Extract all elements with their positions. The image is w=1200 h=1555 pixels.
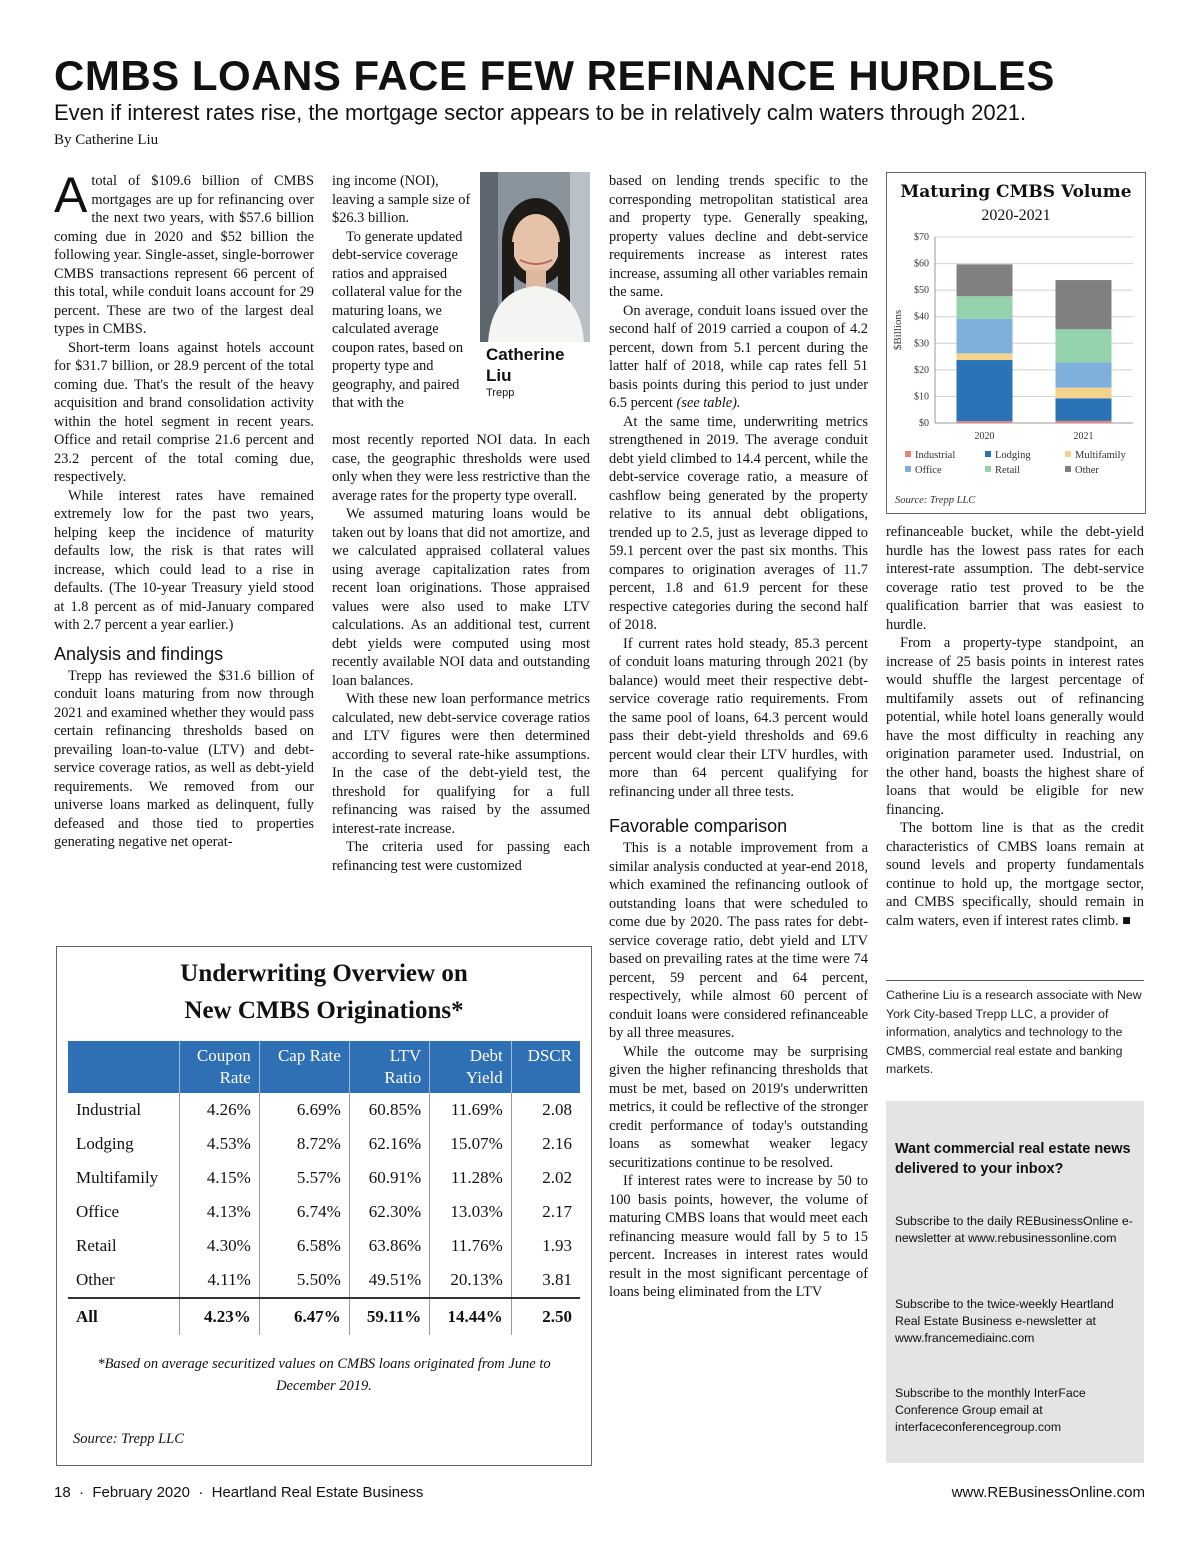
table-cell: 62.16% [349, 1127, 429, 1161]
column-header: LTV Ratio [349, 1041, 429, 1093]
paragraph: The bottom line is that as the credit characteristics of CMBS loans remain at sound levels and property fundamentals continue to hold up, the mortgage sector, and CMBS specifically, should remain in calm waters, even if interest rates climb. ■ [886, 820, 1144, 929]
photo-caption-name: Catherine Liu [486, 345, 565, 385]
table-reference: (see table). [676, 395, 741, 411]
paragraph: The criteria used for passing each refinancing test were customized [332, 839, 590, 874]
end-mark: ■ [1122, 912, 1131, 929]
y-tick-label: $50 [914, 285, 929, 297]
chart-subtitle: 2020-2021 [981, 207, 1051, 224]
table-cell: 6.58% [259, 1229, 349, 1263]
table-cell: 62.30% [349, 1195, 429, 1229]
table-header-row [68, 1041, 580, 1093]
table-cell: 4.11% [179, 1263, 259, 1298]
bar-segment-multifamily [957, 353, 1013, 360]
bar-segment-other [957, 264, 1013, 296]
table-cell: All [68, 1298, 179, 1335]
bar-segment-industrial [957, 421, 1013, 423]
legend-swatch [1065, 466, 1071, 472]
article-column-2-top [332, 172, 472, 413]
y-axis-label: $Billions [892, 309, 904, 351]
publication-name: Heartland Real Estate Business [211, 1484, 424, 1501]
table-cell: 11.69% [430, 1093, 512, 1127]
table-cell: 2.02 [511, 1161, 580, 1195]
table-cell: 8.72% [259, 1127, 349, 1161]
y-tick-label: $20 [914, 364, 929, 376]
article-column-3 [609, 172, 868, 1302]
table-cell: 3.81 [511, 1263, 580, 1298]
chart-panel [886, 172, 1146, 514]
y-tick-label: $60 [914, 258, 929, 270]
bar-segment-office [1056, 362, 1112, 387]
promo-item-twice-weekly[interactable]: Subscribe to the twice-weekly Heartland Real Estate Business e-newsletter at www.francemediainc.com [895, 1297, 1114, 1345]
table-row [68, 1263, 580, 1298]
table-row [68, 1093, 580, 1127]
table-cell: 20.13% [430, 1263, 512, 1298]
table-cell: Other [76, 1270, 115, 1289]
author-photo [480, 172, 590, 342]
table-cell: Industrial [76, 1100, 142, 1119]
y-tick-label: $30 [914, 338, 929, 350]
table-row [68, 1229, 580, 1263]
table-cell: 15.07% [430, 1127, 512, 1161]
paragraph: With these new loan performance metrics calculated, new debt-service coverage ratios and LTV figures were then determined according to several rate-hike assumptions. In the case of the debt-yield test, the threshold for qualifying for a full refinancing was raised by the assumed interest-rate increase. [332, 691, 590, 837]
bar-segment-other [1056, 280, 1112, 329]
photo-caption-org: Trepp [486, 387, 515, 399]
column-header: DSCR [511, 1041, 580, 1093]
section-heading: Analysis and findings [54, 643, 224, 664]
promo-item-daily[interactable]: Subscribe to the daily REBusinessOnline e-newsletter at www.rebusinessonline.com [895, 1214, 1133, 1245]
table-cell: Multifamily [76, 1168, 159, 1187]
footer-url[interactable]: www.REBusinessOnline.com [951, 1484, 1145, 1501]
table-cell: 4.26% [179, 1093, 259, 1127]
legend-label: Industrial [915, 450, 956, 461]
table-title: Underwriting Overview on New CMBS Originations* [180, 960, 468, 1024]
paragraph: total of $109.6 billion of CMBS mortgages are up for refinancing over the next two years, with $57.6 billion coming due in 2020 and $52 billion the following year. Single-asset, single-borrower CMBS transactions represent 66 percent of this total, while conduit loans account for 29 percent. These are two of the largest deal types in CMBS. [54, 173, 314, 337]
table-cell: 5.57% [259, 1161, 349, 1195]
article-column-2 [332, 431, 590, 875]
promo-heading: Want commercial real estate news delivered to your inbox? [895, 1141, 1131, 1177]
footer-left: 18 · February 2020 · Heartland Real Estate Business [54, 1484, 424, 1501]
paragraph: This is a notable improvement from a similar analysis conducted at year-end 2018, which examined the refinancing outlook of outstanding loans that were scheduled to come due by 2020. The pass rates for debt-service coverage ratio, debt yield and LTV based on prevailing rates at the time were 74 percent, 59 percent and 64 percent, respectively, while almost 60 percent of conduit loans were considered refinanceable by all three measures. [609, 840, 868, 1041]
paragraph: From a property-type standpoint, an increase of 25 basis points in interest rates would shuffle the largest percentage of multifamily assets out of refinancing potential, while hotel loans generally would have the most difficulty in reaching any origination parameter used. Industrial, on the other hand, boasts the highest share of loans that would be eligible for new financing. [886, 635, 1144, 818]
y-tick-label: $0 [919, 418, 929, 429]
table-cell: 6.74% [259, 1195, 349, 1229]
y-tick-label: $40 [914, 311, 929, 323]
legend-swatch [905, 451, 911, 457]
author-portrait-image [480, 172, 590, 342]
paragraph: We assumed maturing loans would be taken out by loans that did not amortize, and we calculated appraised collateral values using average capitalization rates from recent loan originations. Those appraised values were also used to make LTV calculations. As an additional test, current debt yields were computed using most recently available NOI data and outstanding loan balances. [332, 506, 590, 689]
promo-item-monthly[interactable]: Subscribe to the monthly InterFace Conference Group email at interfaceconferencegroup.com [895, 1386, 1086, 1434]
legend-label: Office [915, 465, 942, 476]
x-tick-label: 2020 [974, 431, 995, 442]
table-cell: 4.23% [179, 1298, 259, 1335]
headline: CMBS LOANS FACE FEW REFINANCE HURDLES [54, 52, 1055, 99]
paragraph: ing income (NOI), leaving a sample size of $26.3 billion. [332, 173, 471, 226]
paragraph: based on lending trends specific to the corresponding metropolitan statistical area and property type. Generally speaking, property values decline and debt-service requirements increase as interest rates increase, assuming all other variables remain the same. [609, 173, 868, 300]
bar-segment-lodging [957, 360, 1013, 421]
table-footnote: *Based on average securitized values on CMBS loans originated from June to December 2019. [97, 1356, 551, 1394]
table-cell: 63.86% [349, 1229, 429, 1263]
table-cell: Office [76, 1202, 120, 1221]
photo-caption [486, 344, 581, 400]
bar-segment-retail [957, 296, 1013, 319]
table-cell: 6.47% [259, 1298, 349, 1335]
table-row [68, 1195, 580, 1229]
bar-segment-retail [1056, 329, 1112, 362]
legend-swatch [985, 451, 991, 457]
table-cell: 2.08 [511, 1093, 580, 1127]
table-cell: 2.17 [511, 1195, 580, 1229]
issue-date: February 2020 [92, 1484, 190, 1501]
bar-segment-office [957, 319, 1013, 354]
section-heading: Favorable comparison [609, 816, 788, 836]
legend-swatch [985, 466, 991, 472]
table-cell: 2.50 [511, 1298, 580, 1335]
table-cell: Lodging [76, 1134, 134, 1153]
underwriting-table [68, 1041, 580, 1335]
column-header [68, 1041, 179, 1093]
table-row [68, 1127, 580, 1161]
table-cell: 13.03% [430, 1195, 512, 1229]
legend-label: Lodging [995, 450, 1031, 461]
table-cell: 4.13% [179, 1195, 259, 1229]
underwriting-table-panel [56, 946, 592, 1466]
bar-segment-multifamily [1056, 388, 1112, 399]
chart-title: Maturing CMBS Volume [900, 182, 1132, 202]
column-header: Debt Yield [430, 1041, 512, 1093]
table-cell: 1.93 [511, 1229, 580, 1263]
table-cell: 59.11% [349, 1298, 429, 1335]
table-cell: 11.76% [430, 1229, 512, 1263]
paragraph: most recently reported NOI data. In each case, the geographic thresholds were used only when they were less restrictive than the average rates for the property type overall. [332, 432, 590, 504]
author-bio: Catherine Liu is a research associate with New York City-based Trepp LLC, a provider of information, analytics and technology to the CMBS, commercial real estate and banking markets. [886, 988, 1142, 1076]
table-cell: 4.53% [179, 1127, 259, 1161]
table-total-row [68, 1298, 580, 1335]
paragraph: While the outcome may be surprising given the higher refinancing thresholds that must be met, based on 2019's underwritten metrics, it could be reflective of the stronger credit performance of today's outstanding loans as somewhat weaker legacy securitizations continue to be resolved. [609, 1043, 868, 1171]
column-header: Cap Rate [259, 1041, 349, 1093]
paragraph: While interest rates have remained extremely low for the past two years, helping keep the incidence of maturity defaults low, the risk is that rates will increase, which could lead to a rise in defaults. (The 10-year Treasury yield stood at 1.8 percent as of mid-January compared with 2.7 percent a year earlier.) [54, 487, 314, 633]
subhead: Even if interest rates rise, the mortgage sector appears to be in relatively calm waters through 2021. [54, 100, 1027, 125]
bar-segment-industrial [1056, 421, 1112, 423]
table-cell: 49.51% [349, 1263, 429, 1298]
article-column-4 [886, 523, 1144, 930]
chart-source: Source: Trepp LLC [895, 495, 976, 506]
page-number: 18 [54, 1484, 71, 1501]
y-tick-label: $70 [914, 232, 929, 243]
paragraph: If interest rates were to increase by 50 to 100 basis points, however, the volume of maturing CMBS loans that would meet each refinancing measure would fall by 5 to 15 percent. Increases in interest rates would result in the most significant percentage of loans being eliminated from the LTV [609, 1173, 868, 1300]
paragraph: At the same time, underwriting metrics strengthened in 2019. The average conduit debt yield climbed to 14.4 percent, while the debt-service coverage ratio, a measure of cashflow being generated by the property relative to its annual debt obligations, trended up to 2.5, just as leverage dipped to 59.1 percent over the past six months. This compares to origination averages of 11.7 percent, 1.8 and 61.9 percent for these respective categories during the second half of 2018. [609, 413, 868, 633]
table-source: Source: Trepp LLC [73, 1431, 184, 1447]
legend-label: Retail [995, 465, 1021, 476]
legend-swatch [905, 466, 911, 472]
article-column-1 [54, 167, 314, 852]
paragraph: To generate updated debt-service coverage ratios and appraised collateral value for the maturing loans, we calculated average coupon rates, based on property type and geography, and paired that with the [332, 228, 464, 411]
table-row [68, 1161, 580, 1195]
table-cell: Retail [76, 1236, 117, 1255]
table-cell: 60.91% [349, 1161, 429, 1195]
x-tick-label: 2021 [1073, 431, 1094, 442]
table-cell: 60.85% [349, 1093, 429, 1127]
table-cell: 2.16 [511, 1127, 580, 1161]
newsletter-promo [886, 1101, 1144, 1463]
paragraph: Trepp has reviewed the $31.6 billion of conduit loans maturing from now through 2021 and examined whether they would pass certain refinancing thresholds based on prevailing loan-to-value (LTV) and debt-service coverage ratios, as well as debt-yield requirements. We removed from our universe loans marked as delinquent, fully defeased and those tied to properties generating negative net operat- [54, 667, 314, 850]
paragraph: If current rates hold steady, 85.3 percent of conduit loans maturing through 2021 (by balance) would meet their respective debt-service coverage ratio requirements. From the same pool of loans, 64.3 percent would pass their debt-yield thresholds and 69.6 percent would clear their LTV hurdles, with more than 64 percent qualifying for refinancing under all three tests. [609, 635, 868, 800]
table-cell: 4.15% [179, 1161, 259, 1195]
bio-divider [886, 980, 1144, 981]
byline: By Catherine Liu [54, 132, 159, 148]
paragraph: Short-term loans against hotels account for $31.7 billion, or 28.9 percent of the total coming due. That's the result of the heavy acquisition and brand consolidation activity within the hotel segment in recent years. Office and retail comprise 21.6 percent and 23.2 percent of the total coming due, respectively. [54, 339, 314, 485]
table-cell: 11.28% [430, 1161, 512, 1195]
paragraph: On average, conduit loans issued over the second half of 2019 carried a coupon of 4.2 percent, down from 5.1 percent during the latter half of 2018, while cap rates fell 51 basis points during this period to just under 6.5 percent (see table). [609, 302, 868, 411]
y-tick-label: $10 [914, 391, 929, 403]
legend-swatch [1065, 451, 1071, 457]
stacked-bar-chart [887, 173, 1145, 513]
table-cell: 6.69% [259, 1093, 349, 1127]
legend-label: Multifamily [1075, 450, 1126, 461]
drop-cap: A [54, 167, 88, 223]
table-cell: 4.30% [179, 1229, 259, 1263]
paragraph: refinanceable bucket, while the debt-yield hurdle has the lowest pass rates for each interest-rate assumption. The debt-service coverage ratio test proved to be the qualification barrier that was easiest to hurdle. [886, 524, 1144, 633]
bar-segment-lodging [1056, 398, 1112, 421]
legend-label: Other [1075, 465, 1099, 476]
table-cell: 5.50% [259, 1263, 349, 1298]
column-header: Coupon Rate [179, 1041, 259, 1093]
table-cell: 14.44% [430, 1298, 512, 1335]
